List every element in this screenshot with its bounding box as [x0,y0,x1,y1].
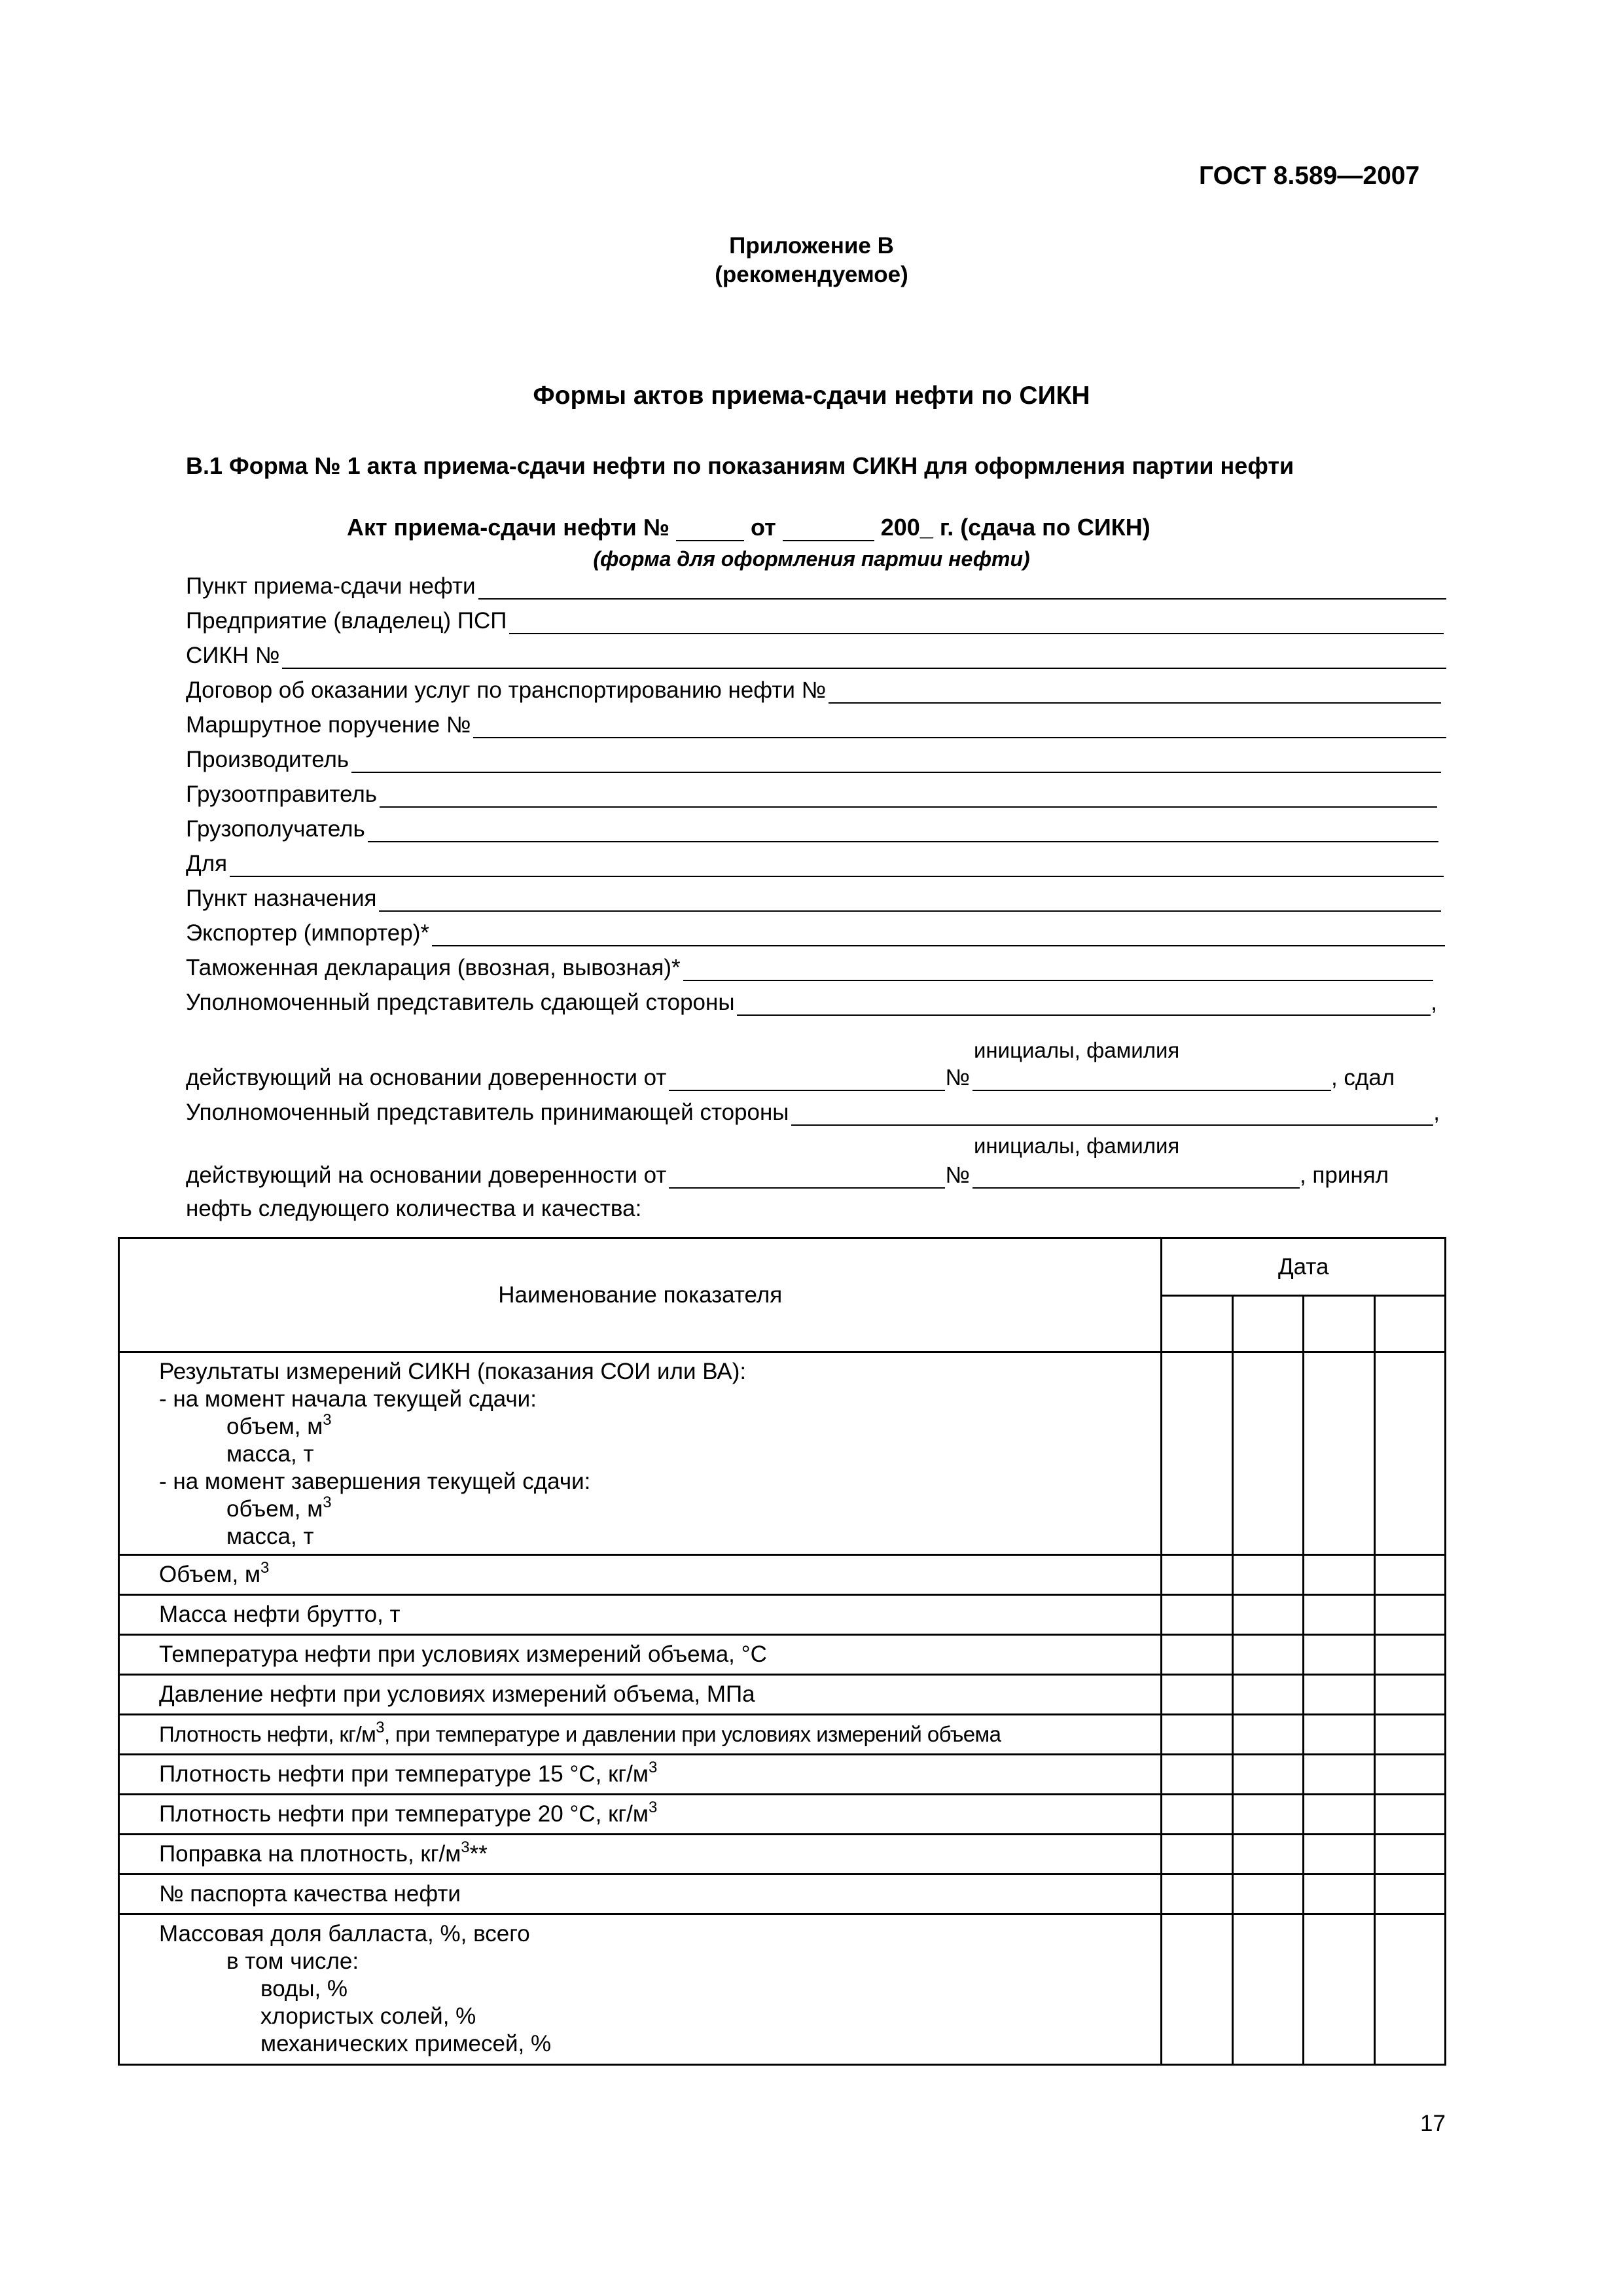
field-blank[interactable] [509,609,1444,634]
field-shipper[interactable] [186,778,1437,808]
row-text: масса, т [226,1441,314,1467]
table-row [119,1914,1446,2065]
value-cell[interactable] [1374,1835,1445,1874]
quality-table [118,1237,1446,2066]
value-cell[interactable] [1374,1675,1445,1715]
act-title [347,514,1150,541]
value-cell[interactable] [1304,1755,1374,1795]
date-cell[interactable] [1304,1296,1374,1352]
field-label: Экспортер (импортер)* [186,920,429,946]
act-date-blank[interactable] [783,518,874,541]
value-cell[interactable] [1162,1635,1232,1675]
delivering-label: Уполномоченный представитель сдающей стороны [186,990,735,1015]
field-blank[interactable] [473,713,1446,738]
field-label: Пункт назначения [186,886,377,911]
field-label: Грузоотправитель [186,781,378,807]
value-cell[interactable] [1232,1914,1303,2065]
table-row [119,1795,1446,1835]
value-cell[interactable] [1374,1755,1445,1795]
field-label: Таможенная декларация (ввозная, вывозная)* [186,955,681,980]
field-enterprise[interactable] [186,604,1444,634]
number-sign: № [945,1065,970,1090]
row-pressure: Давление нефти при условиях измерений объема, МПа [119,1675,1162,1715]
column-header-name: Наименование показателя [119,1238,1162,1352]
field-blank[interactable] [230,852,1444,877]
table-row [119,1835,1446,1874]
table-row [119,1352,1446,1555]
receiving-representative[interactable] [186,1096,1440,1126]
receiving-name-blank[interactable] [791,1101,1433,1126]
field-label: Предприятие (владелец) ПСП [186,608,507,634]
value-cell[interactable] [1374,1715,1445,1755]
value-cell[interactable] [1162,1755,1232,1795]
section-title: Формы актов приема-сдачи нефти по СИКН [533,382,1090,410]
receiving-hint: инициалы, фамилия [974,1134,1180,1158]
value-cell[interactable] [1162,1835,1232,1874]
field-blank[interactable] [282,644,1446,669]
value-cell[interactable] [1232,1635,1303,1675]
date-cell[interactable] [1232,1296,1303,1352]
field-contract[interactable] [186,673,1441,704]
field-blank[interactable] [432,922,1445,946]
value-cell[interactable] [1162,1795,1232,1835]
value-cell[interactable] [1232,1755,1303,1795]
field-blank[interactable] [829,679,1441,704]
field-label: Пункт приема-сдачи нефти [186,573,476,599]
field-blank[interactable] [683,956,1433,981]
table-row [119,1874,1446,1914]
delivering-basis-row [186,1061,1395,1091]
delivering-name-blank[interactable] [737,991,1431,1016]
field-label: Для [186,851,228,876]
value-cell[interactable] [1304,1835,1374,1874]
column-header-date: Дата [1162,1238,1446,1296]
comma: , [1433,1100,1440,1125]
value-cell[interactable] [1304,1675,1374,1715]
page-number: 17 [1420,2111,1446,2136]
row-text: Результаты измерений СИКН (показания СОИ или ВА): [159,1359,747,1384]
field-blank[interactable] [478,575,1446,600]
value-cell[interactable] [1162,1675,1232,1715]
row-text: Массовая доля балласта, %, всего [159,1921,530,1946]
row-text: в том числе: [226,1948,359,1974]
field-label: Договор об оказании услуг по транспортированию нефти № [186,677,827,703]
field-blank[interactable] [379,887,1441,912]
field-label: СИКН № [186,643,280,668]
value-cell[interactable] [1232,1352,1303,1555]
value-cell[interactable] [1232,1555,1303,1595]
act-subtitle: (форма для оформления партии нефти) [593,547,1030,571]
row-text: - на момент начала текущей сдачи: [159,1386,537,1412]
table-row [119,1715,1446,1755]
delivering-power-date-blank[interactable] [669,1067,945,1091]
value-cell[interactable] [1374,1352,1445,1555]
field-route-order[interactable] [186,708,1446,738]
field-label: Грузополучатель [186,816,365,842]
act-title-year: 200_ г. (сдача по СИКН) [880,514,1150,541]
delivering-basis-label: действующий на основании доверенности от [186,1065,667,1090]
field-blank[interactable] [368,817,1438,842]
delivering-power-number-blank[interactable] [972,1067,1331,1091]
row-ballast [119,1914,1162,2065]
table-row [119,1675,1446,1715]
table-row [119,1755,1446,1795]
row-text: масса, т [226,1524,314,1549]
receiving-basis-row [186,1158,1389,1189]
row-density-measured: Плотность нефти, $кг/м^3$, при температуре и давлении при условиях измерений объема [119,1715,1162,1755]
date-cell[interactable] [1162,1296,1232,1352]
value-cell[interactable] [1304,1874,1374,1914]
value-cell[interactable] [1304,1595,1374,1635]
value-cell[interactable] [1162,1555,1232,1595]
value-cell[interactable] [1374,1795,1445,1835]
table-row [119,1555,1446,1595]
field-sikn-number[interactable] [186,639,1446,669]
receiving-power-date-blank[interactable] [669,1165,945,1189]
value-cell[interactable] [1304,1795,1374,1835]
value-cell[interactable] [1162,1352,1232,1555]
row-gross-mass: Масса нефти брутто, т [119,1595,1162,1635]
act-title-from: от [750,514,776,541]
value-cell[interactable] [1304,1635,1374,1675]
row-text: хлористых солей, % [260,2003,476,2029]
value-cell[interactable] [1304,1715,1374,1755]
field-exporter[interactable] [186,916,1445,946]
field-destination[interactable] [186,882,1441,912]
field-blank[interactable] [380,783,1437,808]
value-cell[interactable] [1232,1835,1303,1874]
table-row [119,1595,1446,1635]
value-cell[interactable] [1232,1795,1303,1835]
field-consignee[interactable] [186,812,1438,842]
value-cell[interactable] [1162,1914,1232,2065]
table-row [119,1635,1446,1675]
field-label: Маршрутное поручение № [186,712,471,738]
appendix-status: (рекомендуемое) [715,262,908,287]
row-temperature: Температура нефти при условиях измерений объема, °C [119,1635,1162,1675]
comma: , [1431,990,1437,1015]
field-producer[interactable] [186,743,1441,773]
row-density-20: Плотность нефти при температуре 20 °C, $кг/м^3$ [119,1795,1162,1835]
row-text: механических примесей, % [260,2031,552,2056]
receiving-basis-label: действующий на основании доверенности от [186,1162,667,1188]
value-cell[interactable] [1304,1914,1374,2065]
field-blank[interactable] [351,748,1441,773]
row-measurement-results [119,1352,1162,1555]
row-text: воды, % [260,1976,348,2001]
value-cell[interactable] [1374,1595,1445,1635]
receiving-power-number-blank[interactable] [972,1165,1300,1189]
row-density-15: Плотность нефти при температуре 15 °C, $кг/м^3$ [119,1755,1162,1795]
row-text: объем, $м^3$ [226,1411,332,1439]
date-cell[interactable] [1374,1296,1445,1352]
value-cell[interactable] [1374,1914,1445,2065]
delivering-end-text: , сдал [1330,1065,1395,1090]
value-cell[interactable] [1232,1675,1303,1715]
standard-number: ГОСТ 8.589—2007 [1199,162,1420,190]
value-cell[interactable] [1304,1352,1374,1555]
lead-text: нефть следующего количества и качества: [186,1196,642,1221]
value-cell[interactable] [1374,1555,1445,1595]
value-cell[interactable] [1374,1635,1445,1675]
delivering-representative[interactable] [186,986,1437,1016]
value-cell[interactable] [1162,1715,1232,1755]
row-quality-passport: № паспорта качества нефти [119,1874,1162,1914]
act-number-blank[interactable] [676,518,744,541]
delivering-hint: инициалы, фамилия [974,1038,1180,1062]
value-cell[interactable] [1374,1874,1445,1914]
value-cell[interactable] [1304,1555,1374,1595]
value-cell[interactable] [1232,1595,1303,1635]
value-cell[interactable] [1162,1595,1232,1635]
field-acceptance-point[interactable] [186,569,1446,600]
row-text: объем, $м^3$ [226,1494,332,1522]
row-text: - на момент завершения текущей сдачи: [159,1469,591,1494]
receiving-end-text: , принял [1299,1162,1389,1188]
field-for[interactable] [186,847,1444,877]
value-cell[interactable] [1232,1715,1303,1755]
value-cell[interactable] [1232,1874,1303,1914]
field-customs-declaration[interactable] [186,951,1433,981]
row-volume: Объем, $м^3$ [119,1555,1162,1595]
subsection-title: В.1 Форма № 1 акта приема-сдачи нефти по показаниям СИКН для оформления партии нефти [186,452,1294,479]
act-title-text: Акт приема-сдачи нефти № [347,514,669,541]
field-label: Производитель [186,747,349,772]
value-cell[interactable] [1162,1874,1232,1914]
appendix-title: Приложение В [729,233,894,259]
number-sign: № [945,1162,970,1188]
receiving-label: Уполномоченный представитель принимающей стороны [186,1100,789,1125]
row-density-correction: Поправка на плотность, $кг/м^3**$ [119,1835,1162,1874]
